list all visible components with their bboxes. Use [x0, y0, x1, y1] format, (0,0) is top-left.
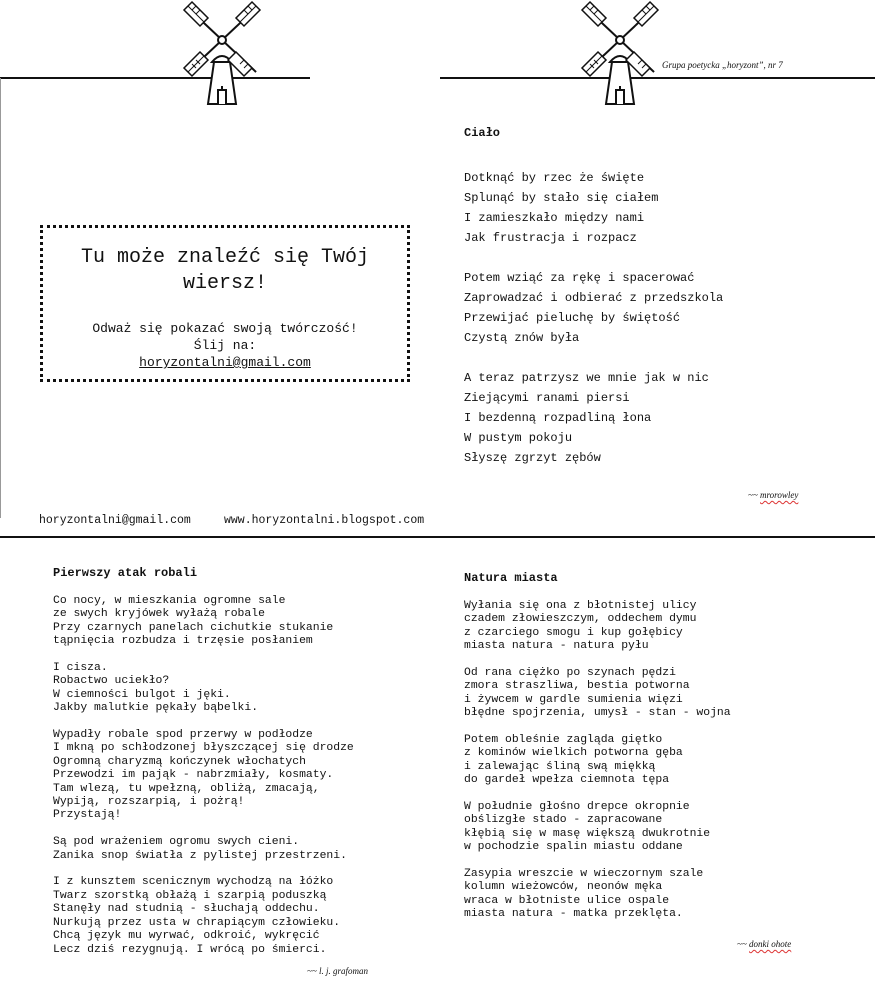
stanza [53, 729, 354, 823]
poem-line: Wypiją, rozszarpią, i pożrą! [53, 796, 245, 809]
promo-title: Tu może znaleźć się Twój wiersz! [80, 246, 370, 295]
poem-line: Przy czarnych panelach cichutkie stukanie [53, 621, 334, 634]
poem-cialo [464, 126, 723, 468]
poem-line: I z kunsztem scenicznym wychodzą na łóżko [53, 876, 334, 889]
poem-line: Zaprowadzać i odbierać z przedszkola [464, 291, 724, 305]
poem-line: Jak frustracja i rozpacz [464, 231, 637, 245]
submission-promo-box [40, 225, 410, 382]
poem-line: Lecz dziś rezygnują. I wrócą po śmierci. [53, 943, 327, 956]
poem-title: Ciało [464, 126, 501, 140]
poem-line: Ogromną charyzmą kończynek włochatych [53, 755, 306, 768]
poem-line: Przewodzi im pająk - nabrzmiały, kosmaty. [53, 769, 334, 782]
poem-author [307, 966, 368, 976]
poem-line: Robactwo uciekło? [53, 675, 170, 688]
promo-email-link[interactable]: horyzontalni@gmail.com [139, 355, 311, 370]
poem-line: i zalewając śliną swą miękką [464, 760, 656, 773]
stanza [53, 595, 354, 649]
poem-line: miasta natura - matka przeklęta. [464, 908, 683, 921]
poem-title: Natura miasta [464, 571, 558, 585]
poem-line: I zamieszkało między nami [464, 211, 645, 225]
poem-line: W południe głośno drepce okropnie [464, 801, 690, 814]
stanza [464, 368, 723, 468]
poem-line: tąpnięcia rozbudza i trzęsie posłaniem [53, 635, 313, 648]
poem-line: w pochodzie spalin miastu oddane [464, 841, 683, 854]
poem-line: Twarz szorstką obłażą i szarpią poduszką [53, 889, 327, 902]
poem-line: Przewijać pieluchę by świętość [464, 311, 681, 325]
poem-line: z czarciego smogu i kup gołębicy [464, 626, 683, 639]
stanza [464, 801, 731, 855]
poem-line: Chcą język mu wyrwać, odkroić, wykręcić [53, 930, 320, 943]
poem-line: Czystą znów była [464, 331, 580, 345]
poem-line: miasta natura - natura pyłu [464, 640, 649, 653]
poem-line: Splunąć by stało się ciałem [464, 191, 659, 205]
author-name: l. j. grafoman [319, 966, 369, 976]
windmill-icon [178, 0, 268, 106]
promo-line-2: Ślij na: [193, 338, 257, 353]
poem-line: Nurkują przez usta w chrapiącym człowieku. [53, 916, 341, 929]
poem-line: Słyszę zgrzyt zębów [464, 451, 601, 465]
poem-line: obślizgłe stado - zapracowane [464, 814, 663, 827]
stanza [53, 662, 354, 716]
author-prefix: ~~ [737, 939, 749, 949]
poem-line: kolumn wieżowców, neonów męka [464, 881, 663, 894]
author-prefix: ~~ [307, 966, 319, 976]
poem-line: Wyłania się ona z błotnistej ulicy [464, 600, 697, 612]
poem-line: Zasypia wreszcie w wieczornym szale [464, 868, 704, 881]
poem-line: I bezdenną rozpadliną łona [464, 411, 652, 425]
poem-line: Przystają! [53, 809, 122, 822]
poem-line: ze swych kryjówek wyłażą robale [53, 608, 265, 621]
poem-line: Ziejącymi ranami piersi [464, 391, 630, 405]
page-divider [0, 536, 875, 538]
poem-line: z kominów wielkich potworna gęba [464, 747, 683, 760]
poem-line: W ciemności bulgot i jęki. [53, 688, 231, 701]
stanza [464, 667, 731, 721]
header-credit: Grupa poetycka „horyzont”, nr 7 [662, 60, 783, 70]
poem-line: I cisza. [53, 662, 108, 675]
poem-line: błędne spojrzenia, umysł - stan - wojna [464, 707, 731, 720]
author-prefix: ~~ [748, 490, 760, 500]
poem-line: Co nocy, w mieszkania ogromne sale [53, 595, 286, 607]
stanza [464, 600, 731, 654]
stanza [464, 268, 723, 348]
author-name: mrorowley [760, 490, 799, 500]
poem-line: A teraz patrzysz we mnie jak w nic [464, 371, 709, 385]
footer-website[interactable]: www.horyzontalni.blogspot.com [224, 514, 425, 527]
promo-line-1: Odważ się pokazać swoją twórczość! [92, 321, 358, 336]
page-margin-line [0, 78, 1, 518]
poem-line: Dotknąć by rzec że święte [464, 171, 645, 185]
stanza [464, 734, 731, 788]
poem-line: i żywcem w gardle sumienia więzi [464, 693, 683, 706]
poem-line: wraca w błotniste ulice ospale [464, 894, 670, 907]
poem-line: Potem obleśnie zagląda giętko [464, 734, 663, 747]
poem-line: kłębią się w masę większą dwukrotnie [464, 827, 711, 840]
stanza [464, 168, 723, 248]
stanza [53, 876, 354, 956]
poem-line: Potem wziąć za rękę i spacerować [464, 271, 695, 285]
poem-line: czadem złowieszczym, oddechem dymu [464, 613, 697, 626]
poem-line: Tam wlezą, tu wpełzną, obliżą, zmacają, [53, 782, 320, 795]
poem-line: zmora straszliwa, bestia potworna [464, 680, 690, 693]
stanza [464, 868, 731, 922]
poem-author [737, 939, 791, 949]
poem-line: Zanika snop światła z pylistej przestrzeni. [53, 849, 347, 862]
poem-author [748, 490, 798, 500]
windmill-icon [576, 0, 666, 106]
poem-line: Jakby malutkie pękały bąbelki. [53, 702, 259, 715]
poem-line: Od rana ciężko po szynach pędzi [464, 667, 676, 680]
poem-line: Wypadły robale spod przerwy w podłodze [53, 729, 313, 742]
poem-line: Są pod wrażeniem ogromu swych cieni. [53, 836, 300, 849]
poem-line: do gardeł wpełza ciemnota tępa [464, 774, 670, 787]
poem-robale [53, 566, 354, 957]
poem-line: I mkną po schłodzonej błyszczącej się drodze [53, 742, 354, 755]
poem-line: W pustym pokoju [464, 431, 573, 445]
poem-natura [464, 571, 731, 922]
stanza [53, 836, 354, 863]
poem-line: Stanęły nad studnią - słuchają oddechu. [53, 903, 320, 916]
author-name: donki ohote [749, 939, 792, 949]
footer-email[interactable]: horyzontalni@gmail.com [39, 514, 191, 527]
poem-title: Pierwszy atak robali [53, 566, 198, 580]
